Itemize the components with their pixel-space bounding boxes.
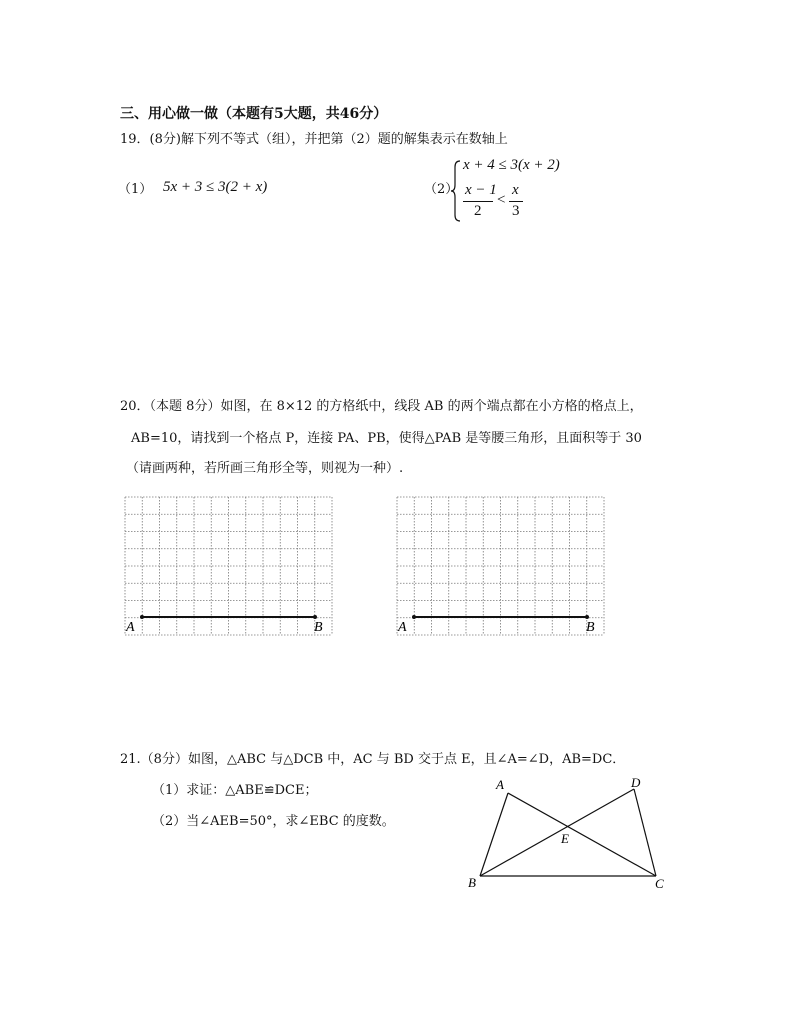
q19-less-than: <: [497, 192, 506, 208]
point-e-label: E: [561, 831, 569, 846]
segment-ac-edge: [508, 793, 656, 876]
question-21-part-1: （1）求证：△ABE≌DCE；: [152, 783, 318, 798]
question-20-line-3: （请画两种，若所画三角形全等，则视为一种）.: [126, 461, 404, 476]
point-a-label: A: [126, 620, 135, 635]
question-20-line-2: AB=10，请找到一个格点 P，连接 PA、PB，使得△PAB 是等腰三角形，且面积等于 30: [131, 431, 642, 446]
point-b-label: B: [314, 620, 323, 635]
point-b-dot: [313, 615, 317, 619]
grid-figure-1: [122, 494, 334, 638]
q19-fraction1-numerator: x − 1: [465, 182, 497, 198]
q19-part1-label: （1）: [118, 182, 153, 197]
q19-part2-inequality-1: x + 4 ≤ 3(x + 2): [463, 157, 560, 173]
vertex-a-label: A: [496, 777, 504, 792]
triangle-figure: [460, 772, 680, 892]
system-brace-icon: [450, 160, 462, 222]
point-a-dot: [140, 615, 144, 619]
section-title: 三、用心做一做（本题有5大题，共46分）: [120, 106, 388, 122]
question-20-line-1: 20．（本题 8分）如图，在 8×12 的方格纸中，线段 AB 的两个端点都在小方格的格点上，: [120, 399, 643, 414]
q19-fraction1-bar: [463, 201, 493, 202]
question-21-stem: 21.（8分）如图，△ABC 与△DCB 中，AC 与 BD 交于点 E，且∠A=∠D，AB=DC．: [120, 752, 626, 767]
vertex-d-label: D: [631, 775, 641, 790]
grid-figure-2: [394, 494, 606, 638]
q19-fraction2-denominator: 3: [512, 203, 520, 219]
point-a-dot: [412, 615, 416, 619]
question-21-part-2: （2）当∠AEB=50°，求∠EBC 的度数。: [152, 814, 395, 829]
question-19-stem: 19．(8分)解下列不等式（组），并把第（2）题的解集表示在数轴上: [120, 132, 508, 147]
segment-cd-edge: [634, 789, 656, 876]
vertex-c-label: C: [655, 876, 664, 891]
q19-fraction1-denominator: 2: [474, 203, 482, 219]
q19-fraction2-bar: [509, 201, 523, 202]
segment-bd-edge: [480, 789, 634, 876]
segment-ab-edge: [480, 793, 508, 876]
q19-fraction2-numerator: x: [512, 182, 519, 198]
vertex-b-label: B: [468, 875, 476, 890]
q19-part2-label: （2）: [424, 182, 459, 197]
point-a-label: A: [398, 620, 407, 635]
point-b-label: B: [586, 620, 595, 635]
point-b-dot: [585, 615, 589, 619]
q19-part1-inequality: 5x + 3 ≤ 3(2 + x): [163, 179, 268, 195]
